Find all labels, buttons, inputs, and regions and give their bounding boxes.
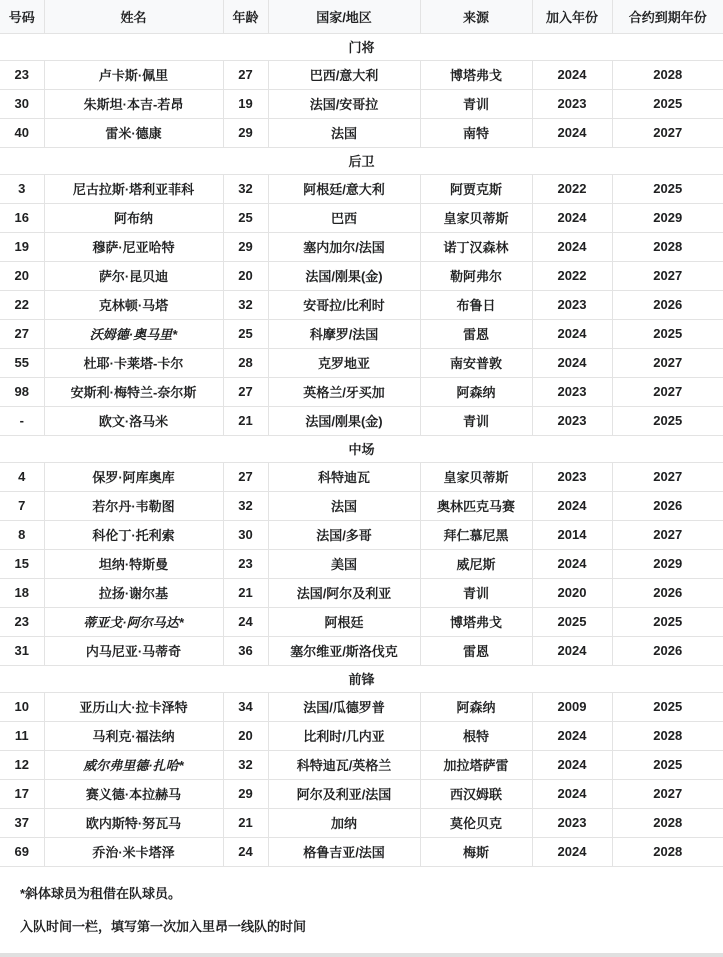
cell-from: 阿森纳 xyxy=(420,377,532,406)
cell-age: 20 xyxy=(223,261,268,290)
cell-no: 15 xyxy=(0,549,44,578)
player-row xyxy=(0,636,723,665)
cell-age: 29 xyxy=(223,779,268,808)
cell-joined: 2024 xyxy=(532,549,612,578)
player-row xyxy=(0,118,723,147)
cell-joined: 2024 xyxy=(532,319,612,348)
cell-no: 23 xyxy=(0,60,44,89)
section-row-3 xyxy=(0,665,723,692)
cell-no: 16 xyxy=(0,203,44,232)
cell-nation: 巴西/意大利 xyxy=(268,60,420,89)
cell-no: 17 xyxy=(0,779,44,808)
cell-joined: 2023 xyxy=(532,808,612,837)
cell-from: 阿森纳 xyxy=(420,692,532,721)
cell-age: 25 xyxy=(223,319,268,348)
cell-from: 青训 xyxy=(420,89,532,118)
cell-until: 2028 xyxy=(612,232,723,261)
col-header-number: 号码 xyxy=(0,0,44,33)
cell-age: 25 xyxy=(223,203,268,232)
player-row xyxy=(0,348,723,377)
cell-nation: 塞尔维亚/斯洛伐克 xyxy=(268,636,420,665)
cell-age: 20 xyxy=(223,721,268,750)
section-row-1 xyxy=(0,147,723,174)
cell-until: 2029 xyxy=(612,203,723,232)
player-row xyxy=(0,750,723,779)
cell-name: 保罗·阿库奥库 xyxy=(44,462,223,491)
cell-joined: 2025 xyxy=(532,607,612,636)
player-row xyxy=(0,89,723,118)
cell-until: 2028 xyxy=(612,721,723,750)
cell-no: 40 xyxy=(0,118,44,147)
cell-name: 威尔弗里德·扎哈* xyxy=(44,750,223,779)
section-row-0 xyxy=(0,33,723,60)
cell-name: 穆萨·尼亚哈特 xyxy=(44,232,223,261)
cell-joined: 2024 xyxy=(532,203,612,232)
cell-age: 27 xyxy=(223,60,268,89)
cell-age: 32 xyxy=(223,174,268,203)
cell-age: 29 xyxy=(223,232,268,261)
cell-joined: 2023 xyxy=(532,462,612,491)
cell-age: 21 xyxy=(223,808,268,837)
cell-from: 诺丁汉森林 xyxy=(420,232,532,261)
cell-no: 7 xyxy=(0,491,44,520)
cell-from: 博塔弗戈 xyxy=(420,60,532,89)
cell-joined: 2009 xyxy=(532,692,612,721)
col-header-joined: 加入年份 xyxy=(532,0,612,33)
cell-nation: 法国/安哥拉 xyxy=(268,89,420,118)
footnote-loan: *斜体球员为租借在队球员。 xyxy=(20,885,182,901)
cell-age: 21 xyxy=(223,406,268,435)
cell-from: 梅斯 xyxy=(420,837,532,866)
cell-name: 拉扬·谢尔基 xyxy=(44,578,223,607)
cell-joined: 2023 xyxy=(532,406,612,435)
cell-name: 杜耶·卡莱塔-卡尔 xyxy=(44,348,223,377)
cell-nation: 英格兰/牙买加 xyxy=(268,377,420,406)
cell-until: 2025 xyxy=(612,406,723,435)
cell-name: 雷米·德康 xyxy=(44,118,223,147)
cell-joined: 2020 xyxy=(532,578,612,607)
cell-nation: 科特迪瓦/英格兰 xyxy=(268,750,420,779)
cell-until: 2026 xyxy=(612,578,723,607)
cell-no: 8 xyxy=(0,520,44,549)
cell-age: 30 xyxy=(223,520,268,549)
cell-no: 27 xyxy=(0,319,44,348)
cell-from: 勒阿弗尔 xyxy=(420,261,532,290)
cell-joined: 2024 xyxy=(532,636,612,665)
cell-age: 27 xyxy=(223,377,268,406)
cell-from: 雷恩 xyxy=(420,319,532,348)
cell-until: 2025 xyxy=(612,89,723,118)
cell-age: 23 xyxy=(223,549,268,578)
squad-table-body xyxy=(0,33,723,866)
player-row xyxy=(0,779,723,808)
footnote-join-year: 入队时间一栏，填写第一次加入里昂一线队的时间 xyxy=(20,918,307,934)
cell-nation: 安哥拉/比利时 xyxy=(268,290,420,319)
cell-age: 28 xyxy=(223,348,268,377)
col-header-source: 来源 xyxy=(420,0,532,33)
col-header-contract: 合约到期年份 xyxy=(612,0,723,33)
cell-joined: 2022 xyxy=(532,174,612,203)
cell-from: 奥林匹克马赛 xyxy=(420,491,532,520)
cell-no: - xyxy=(0,406,44,435)
player-row xyxy=(0,549,723,578)
player-row xyxy=(0,692,723,721)
cell-from: 西汉姆联 xyxy=(420,779,532,808)
col-header-name: 姓名 xyxy=(44,0,223,33)
cell-nation: 法国 xyxy=(268,118,420,147)
cell-no: 23 xyxy=(0,607,44,636)
cell-until: 2028 xyxy=(612,808,723,837)
cell-name: 赛义德·本拉赫马 xyxy=(44,779,223,808)
player-row xyxy=(0,578,723,607)
player-row xyxy=(0,377,723,406)
cell-joined: 2024 xyxy=(532,750,612,779)
player-row xyxy=(0,319,723,348)
cell-joined: 2023 xyxy=(532,89,612,118)
player-row xyxy=(0,607,723,636)
cell-nation: 加纳 xyxy=(268,808,420,837)
cell-age: 24 xyxy=(223,837,268,866)
cell-age: 29 xyxy=(223,118,268,147)
cell-age: 34 xyxy=(223,692,268,721)
player-row xyxy=(0,290,723,319)
cell-until: 2027 xyxy=(612,261,723,290)
cell-no: 55 xyxy=(0,348,44,377)
cell-name: 朱斯坦·本吉-若昂 xyxy=(44,89,223,118)
cell-from: 威尼斯 xyxy=(420,549,532,578)
player-row xyxy=(0,406,723,435)
player-row xyxy=(0,462,723,491)
cell-from: 阿贾克斯 xyxy=(420,174,532,203)
player-row xyxy=(0,60,723,89)
cell-age: 32 xyxy=(223,750,268,779)
cell-name: 内马尼亚·马蒂奇 xyxy=(44,636,223,665)
cell-nation: 克罗地亚 xyxy=(268,348,420,377)
cell-name: 沃姆德·奥马里* xyxy=(44,319,223,348)
col-header-nation: 国家/地区 xyxy=(268,0,420,33)
player-row xyxy=(0,721,723,750)
cell-age: 32 xyxy=(223,290,268,319)
cell-age: 27 xyxy=(223,462,268,491)
cell-joined: 2023 xyxy=(532,290,612,319)
cell-from: 皇家贝蒂斯 xyxy=(420,462,532,491)
cell-until: 2027 xyxy=(612,462,723,491)
cell-nation: 法国/刚果(金) xyxy=(268,261,420,290)
cell-age: 19 xyxy=(223,89,268,118)
cell-nation: 法国/多哥 xyxy=(268,520,420,549)
cell-until: 2029 xyxy=(612,549,723,578)
cell-until: 2028 xyxy=(612,837,723,866)
cell-nation: 阿尔及利亚/法国 xyxy=(268,779,420,808)
cell-until: 2026 xyxy=(612,636,723,665)
cell-name: 欧文·洛马米 xyxy=(44,406,223,435)
cell-name: 若尔丹·韦勒图 xyxy=(44,491,223,520)
cell-name: 萨尔·昆贝迪 xyxy=(44,261,223,290)
cell-nation: 美国 xyxy=(268,549,420,578)
cell-nation: 科摩罗/法国 xyxy=(268,319,420,348)
cell-name: 蒂亚戈·阿尔马达* xyxy=(44,607,223,636)
cell-nation: 阿根廷/意大利 xyxy=(268,174,420,203)
footnotes xyxy=(0,867,723,935)
cell-from: 莫伦贝克 xyxy=(420,808,532,837)
cell-name: 卢卡斯·佩里 xyxy=(44,60,223,89)
cell-name: 尼古拉斯·塔利亚菲科 xyxy=(44,174,223,203)
cell-no: 10 xyxy=(0,692,44,721)
cell-joined: 2024 xyxy=(532,118,612,147)
cell-no: 11 xyxy=(0,721,44,750)
cell-name: 欧内斯特·努瓦马 xyxy=(44,808,223,837)
cell-from: 雷恩 xyxy=(420,636,532,665)
col-header-age: 年龄 xyxy=(223,0,268,33)
cell-until: 2025 xyxy=(612,319,723,348)
player-row xyxy=(0,203,723,232)
cell-from: 布鲁日 xyxy=(420,290,532,319)
cell-no: 18 xyxy=(0,578,44,607)
cell-joined: 2024 xyxy=(532,348,612,377)
cell-joined: 2024 xyxy=(532,491,612,520)
cell-name: 马利克·福法纳 xyxy=(44,721,223,750)
player-row xyxy=(0,491,723,520)
cell-nation: 法国 xyxy=(268,491,420,520)
cell-no: 22 xyxy=(0,290,44,319)
cell-name: 坦纳·特斯曼 xyxy=(44,549,223,578)
cell-nation: 格鲁吉亚/法国 xyxy=(268,837,420,866)
cell-until: 2025 xyxy=(612,750,723,779)
cell-until: 2027 xyxy=(612,118,723,147)
cell-from: 青训 xyxy=(420,578,532,607)
cell-from: 皇家贝蒂斯 xyxy=(420,203,532,232)
cell-name: 安斯利·梅特兰-奈尔斯 xyxy=(44,377,223,406)
cell-from: 根特 xyxy=(420,721,532,750)
cell-no: 19 xyxy=(0,232,44,261)
cell-no: 4 xyxy=(0,462,44,491)
cell-name: 亚历山大·拉卡泽特 xyxy=(44,692,223,721)
cell-joined: 2014 xyxy=(532,520,612,549)
cell-nation: 法国/瓜德罗普 xyxy=(268,692,420,721)
player-row xyxy=(0,837,723,866)
cell-until: 2026 xyxy=(612,290,723,319)
player-row xyxy=(0,261,723,290)
cell-no: 3 xyxy=(0,174,44,203)
cell-age: 21 xyxy=(223,578,268,607)
cell-until: 2027 xyxy=(612,779,723,808)
cell-joined: 2024 xyxy=(532,721,612,750)
cell-age: 36 xyxy=(223,636,268,665)
cell-from: 博塔弗戈 xyxy=(420,607,532,636)
cell-nation: 巴西 xyxy=(268,203,420,232)
cell-name: 克林顿·马塔 xyxy=(44,290,223,319)
cell-name: 阿布纳 xyxy=(44,203,223,232)
section-title: 前锋 xyxy=(0,665,723,692)
cell-until: 2025 xyxy=(612,692,723,721)
cell-from: 加拉塔萨雷 xyxy=(420,750,532,779)
cell-no: 30 xyxy=(0,89,44,118)
cell-from: 南特 xyxy=(420,118,532,147)
player-row xyxy=(0,174,723,203)
cell-until: 2026 xyxy=(612,491,723,520)
cell-nation: 阿根廷 xyxy=(268,607,420,636)
cell-until: 2025 xyxy=(612,607,723,636)
player-row xyxy=(0,232,723,261)
cell-joined: 2023 xyxy=(532,377,612,406)
bottom-divider xyxy=(0,953,723,957)
cell-until: 2027 xyxy=(612,377,723,406)
cell-no: 37 xyxy=(0,808,44,837)
cell-no: 69 xyxy=(0,837,44,866)
section-row-2 xyxy=(0,435,723,462)
cell-joined: 2022 xyxy=(532,261,612,290)
cell-joined: 2024 xyxy=(532,232,612,261)
cell-from: 青训 xyxy=(420,406,532,435)
cell-no: 12 xyxy=(0,750,44,779)
player-row xyxy=(0,520,723,549)
player-row xyxy=(0,808,723,837)
cell-age: 24 xyxy=(223,607,268,636)
cell-joined: 2024 xyxy=(532,779,612,808)
header-row xyxy=(0,0,723,33)
cell-until: 2028 xyxy=(612,60,723,89)
section-title: 中场 xyxy=(0,435,723,462)
cell-until: 2025 xyxy=(612,174,723,203)
cell-nation: 比利时/几内亚 xyxy=(268,721,420,750)
cell-no: 31 xyxy=(0,636,44,665)
cell-nation: 科特迪瓦 xyxy=(268,462,420,491)
cell-name: 科伦丁·托利索 xyxy=(44,520,223,549)
cell-name: 乔治·米卡塔泽 xyxy=(44,837,223,866)
cell-until: 2027 xyxy=(612,520,723,549)
cell-until: 2027 xyxy=(612,348,723,377)
cell-no: 20 xyxy=(0,261,44,290)
cell-from: 拜仁慕尼黑 xyxy=(420,520,532,549)
cell-nation: 塞内加尔/法国 xyxy=(268,232,420,261)
cell-no: 98 xyxy=(0,377,44,406)
cell-from: 南安普敦 xyxy=(420,348,532,377)
cell-joined: 2024 xyxy=(532,60,612,89)
cell-joined: 2024 xyxy=(532,837,612,866)
cell-age: 32 xyxy=(223,491,268,520)
section-title: 后卫 xyxy=(0,147,723,174)
section-title: 门将 xyxy=(0,33,723,60)
cell-nation: 法国/刚果(金) xyxy=(268,406,420,435)
cell-nation: 法国/阿尔及利亚 xyxy=(268,578,420,607)
